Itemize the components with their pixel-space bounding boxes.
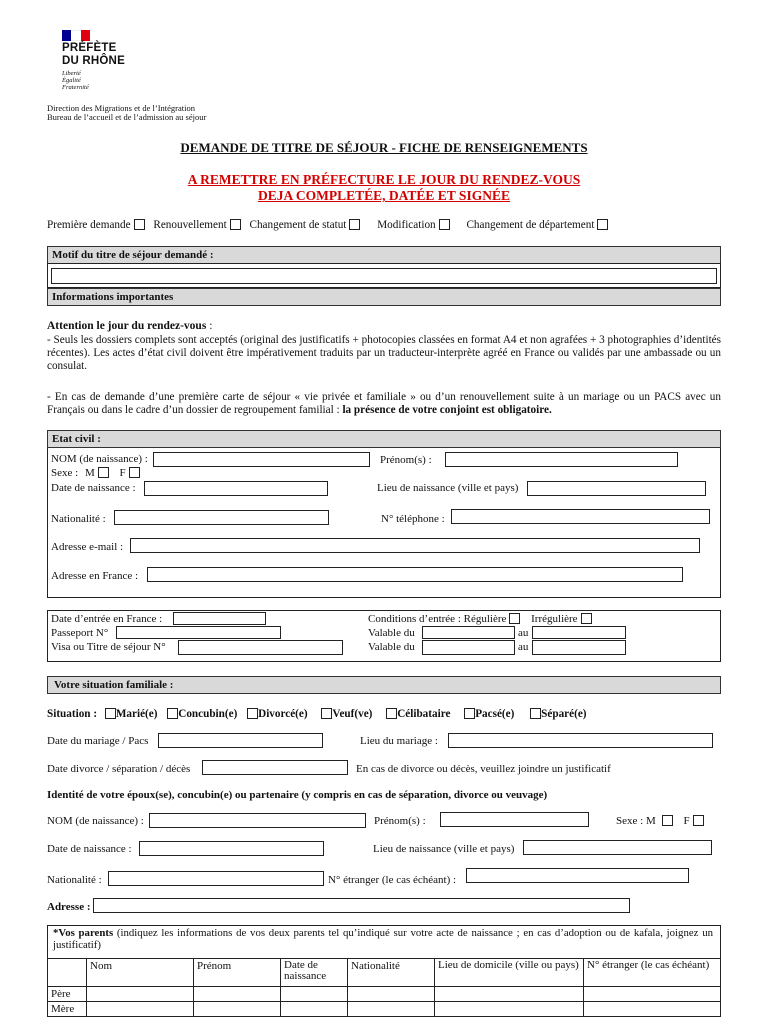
- situation-separe[interactable]: Séparé(e): [527, 708, 586, 720]
- request-type-changement-statut[interactable]: Changement de statut: [249, 219, 360, 231]
- situation-veuf[interactable]: Veuf(ve): [318, 708, 372, 720]
- conditions-label: Conditions d’entrée : Régulière Irrégulière: [368, 613, 592, 625]
- conjoint-sexe-f-checkbox[interactable]: [693, 815, 704, 826]
- sexe-f-checkbox[interactable]: [129, 467, 140, 478]
- passeport-au-label: au: [518, 627, 529, 639]
- lieu-naissance-label: Lieu de naissance (ville et pays): [377, 482, 519, 494]
- request-type-modification[interactable]: Modification: [377, 219, 449, 231]
- motto-1: Liberté: [62, 70, 81, 77]
- motto-3: Fraternité: [62, 84, 89, 91]
- divorce-note: En cas de divorce ou décès, veuillez joindre un justificatif: [356, 763, 611, 775]
- logo-line-2: DU RHÔNE: [62, 55, 125, 67]
- attention-paragraph-1: - Seuls les dossiers complets sont acceptés (original des justificatifs + photocopies classées en format A4 et non agrafées + 3 photographies d’identités récentes). Les actes d’état civil doivent être impérativement traduits par un traducteur-interprète agréé en France ou validés par une ambassade ou un consulat.: [47, 334, 721, 372]
- passeport-label: Passeport N°: [51, 627, 109, 639]
- visa-au-label: au: [518, 641, 529, 653]
- email-label: Adresse e-mail :: [51, 541, 124, 553]
- request-type-renouvellement[interactable]: Renouvellement: [153, 219, 240, 231]
- prenoms-label: Prénom(s) :: [380, 454, 432, 466]
- checkbox[interactable]: [597, 219, 608, 230]
- direction-text: Direction des Migrations et de l’Intégration: [47, 103, 195, 113]
- pere-domicile-cell[interactable]: [435, 987, 584, 1002]
- conjoint-etranger-input[interactable]: [466, 868, 689, 883]
- conjoint-lieu-naissance-label: Lieu de naissance (ville et pays): [373, 843, 515, 855]
- visa-label: Visa ou Titre de séjour N°: [51, 641, 166, 653]
- conjoint-nationalite-input[interactable]: [108, 871, 324, 886]
- conjoint-date-naissance-label: Date de naissance :: [47, 843, 132, 855]
- mere-nationalite-cell[interactable]: [348, 1002, 435, 1017]
- telephone-label: N° téléphone :: [381, 513, 445, 525]
- visa-valable-du-input[interactable]: [422, 640, 515, 655]
- sexe-label: Sexe : M F: [51, 467, 140, 479]
- situation-divorce[interactable]: Divorcé(e): [244, 708, 308, 720]
- conjoint-etranger-label: N° étranger (le cas échéant) :: [328, 874, 457, 886]
- nationalite-label: Nationalité :: [51, 513, 106, 525]
- attention-title: Attention le jour du rendez-vous :: [47, 320, 213, 332]
- parents-intro: *Vos parents (indiquez les informations de vos deux parents tel qu’indiqué sur votre acte de naissance ; en cas d’adoption ou de kafala, joignez un justificatif): [53, 927, 713, 951]
- adresse-input[interactable]: [147, 567, 683, 582]
- date-naissance-input[interactable]: [144, 481, 328, 496]
- irreguliere-checkbox[interactable]: [581, 613, 592, 624]
- mere-domicile-cell[interactable]: [435, 1002, 584, 1017]
- table-header: [48, 959, 87, 987]
- situation-concubin[interactable]: Concubin(e): [164, 708, 237, 720]
- passeport-au-input[interactable]: [532, 626, 626, 639]
- conjoint-nom-label: NOM (de naissance) :: [47, 815, 144, 827]
- identite-title: Identité de votre époux(se), concubin(e) ou partenaire (y compris en cas de séparation, divorce ou veuvage): [47, 789, 548, 801]
- nom-label: NOM (de naissance) :: [51, 453, 148, 465]
- motto-2: Égalité: [62, 77, 81, 84]
- attention-paragraph-2: - En cas de demande d’une première carte de séjour « vie privée et familiale » ou d’un renouvellement suite à un mariage ou un PACS avec un Français ou dans le cadre d’un dossier de regroupement familial : la présence de votre conjoint est obligatoire.: [47, 391, 721, 416]
- mere-nom-cell[interactable]: [87, 1002, 194, 1017]
- passeport-input[interactable]: [116, 626, 281, 639]
- passeport-valable-label: Valable du: [368, 627, 415, 639]
- table-header: Nom: [87, 959, 194, 987]
- request-type-changement-departement[interactable]: Changement de département: [466, 219, 608, 231]
- visa-au-input[interactable]: [532, 640, 626, 655]
- motif-header: Motif du titre de séjour demandé :: [47, 246, 721, 264]
- visa-input[interactable]: [178, 640, 343, 655]
- visa-valable-label: Valable du: [368, 641, 415, 653]
- mere-date-cell[interactable]: [281, 1002, 348, 1017]
- mere-prenom-cell[interactable]: [194, 1002, 281, 1017]
- situation-options: Situation : Marié(e) Concubin(e) Divorcé(e) Veuf(ve) Célibataire Pacsé(e) Séparé(e): [47, 708, 587, 720]
- pere-date-cell[interactable]: [281, 987, 348, 1002]
- request-types: [47, 219, 608, 231]
- date-divorce-input[interactable]: [202, 760, 348, 775]
- row-label: Mère: [48, 1002, 87, 1017]
- warning-line-1: A REMETTRE EN PRÉFECTURE LE JOUR DU RENDEZ-VOUS: [187, 172, 581, 187]
- checkbox[interactable]: [439, 219, 450, 230]
- table-row: [48, 987, 721, 1002]
- conjoint-prenoms-label: Prénom(s) :: [374, 815, 426, 827]
- telephone-input[interactable]: [451, 509, 710, 524]
- motif-input[interactable]: [51, 268, 717, 284]
- table-header: N° étranger (le cas échéant): [584, 959, 721, 987]
- lieu-naissance-input[interactable]: [527, 481, 706, 496]
- logo-line-1: PRÉFÈTE: [62, 42, 117, 54]
- conjoint-adresse-label: Adresse :: [47, 901, 91, 913]
- warning-line-2: DEJA COMPLETÉE, DATÉE ET SIGNÉE: [258, 188, 510, 203]
- logo-block: [62, 30, 142, 98]
- date-divorce-label: Date divorce / séparation / décès: [47, 763, 191, 775]
- table-header: Date de naissance: [281, 959, 348, 987]
- date-mariage-label: Date du mariage / Pacs: [47, 735, 149, 747]
- conjoint-date-naissance-input[interactable]: [139, 841, 324, 856]
- situation-celibataire[interactable]: Célibataire: [383, 708, 450, 720]
- conjoint-nationalite-label: Nationalité :: [47, 874, 102, 886]
- prenoms-input[interactable]: [445, 452, 678, 467]
- etat-civil-header: Etat civil :: [47, 430, 721, 448]
- date-entree-input[interactable]: [173, 612, 266, 625]
- reguliere-checkbox[interactable]: [509, 613, 520, 624]
- pere-nom-cell[interactable]: [87, 987, 194, 1002]
- pere-prenom-cell[interactable]: [194, 987, 281, 1002]
- info-header: Informations importantes: [47, 288, 721, 306]
- lieu-mariage-input[interactable]: [448, 733, 713, 748]
- table-header-row: [48, 959, 721, 987]
- row-label: Père: [48, 987, 87, 1002]
- conjoint-sexe-label: Sexe : M F: [616, 815, 704, 827]
- request-type-premiere[interactable]: Première demande: [47, 219, 145, 231]
- pere-nationalite-cell[interactable]: [348, 987, 435, 1002]
- adresse-label: Adresse en France :: [51, 570, 139, 582]
- date-mariage-input[interactable]: [158, 733, 323, 748]
- pere-etranger-cell[interactable]: [584, 987, 721, 1002]
- table-header: Lieu de domicile (ville ou pays): [435, 959, 584, 987]
- famille-header: Votre situation familiale :: [47, 676, 721, 694]
- conjoint-nom-input[interactable]: [149, 813, 366, 828]
- date-entree-label: Date d’entrée en France :: [51, 613, 163, 625]
- bureau-text: Bureau de l’accueil et de l’admission au séjour: [47, 112, 207, 122]
- sexe-m-checkbox[interactable]: [98, 467, 109, 478]
- situation-marie[interactable]: Marié(e): [102, 708, 158, 720]
- passeport-valable-du-input[interactable]: [422, 626, 515, 639]
- page-title: DEMANDE DE TITRE DE SÉJOUR - FICHE DE RENSEIGNEMENTS: [180, 140, 588, 155]
- checkbox[interactable]: [230, 219, 241, 230]
- conjoint-prenoms-input[interactable]: [440, 812, 589, 827]
- parents-table: [47, 958, 721, 1017]
- flag-icon: [62, 30, 90, 41]
- nationalite-input[interactable]: [114, 510, 329, 525]
- table-row: [48, 1002, 721, 1017]
- mere-etranger-cell[interactable]: [584, 1002, 721, 1017]
- lieu-mariage-label: Lieu du mariage :: [360, 735, 438, 747]
- checkbox[interactable]: [349, 219, 360, 230]
- table-header: Prénom: [194, 959, 281, 987]
- conjoint-sexe-m-checkbox[interactable]: [662, 815, 673, 826]
- situation-pacse[interactable]: Pacsé(e): [461, 708, 514, 720]
- table-header: Nationalité: [348, 959, 435, 987]
- checkbox[interactable]: [134, 219, 145, 230]
- conjoint-adresse-input[interactable]: [93, 898, 630, 913]
- email-input[interactable]: [130, 538, 700, 553]
- nom-input[interactable]: [153, 452, 370, 467]
- conjoint-lieu-naissance-input[interactable]: [523, 840, 712, 855]
- date-naissance-label: Date de naissance :: [51, 482, 136, 494]
